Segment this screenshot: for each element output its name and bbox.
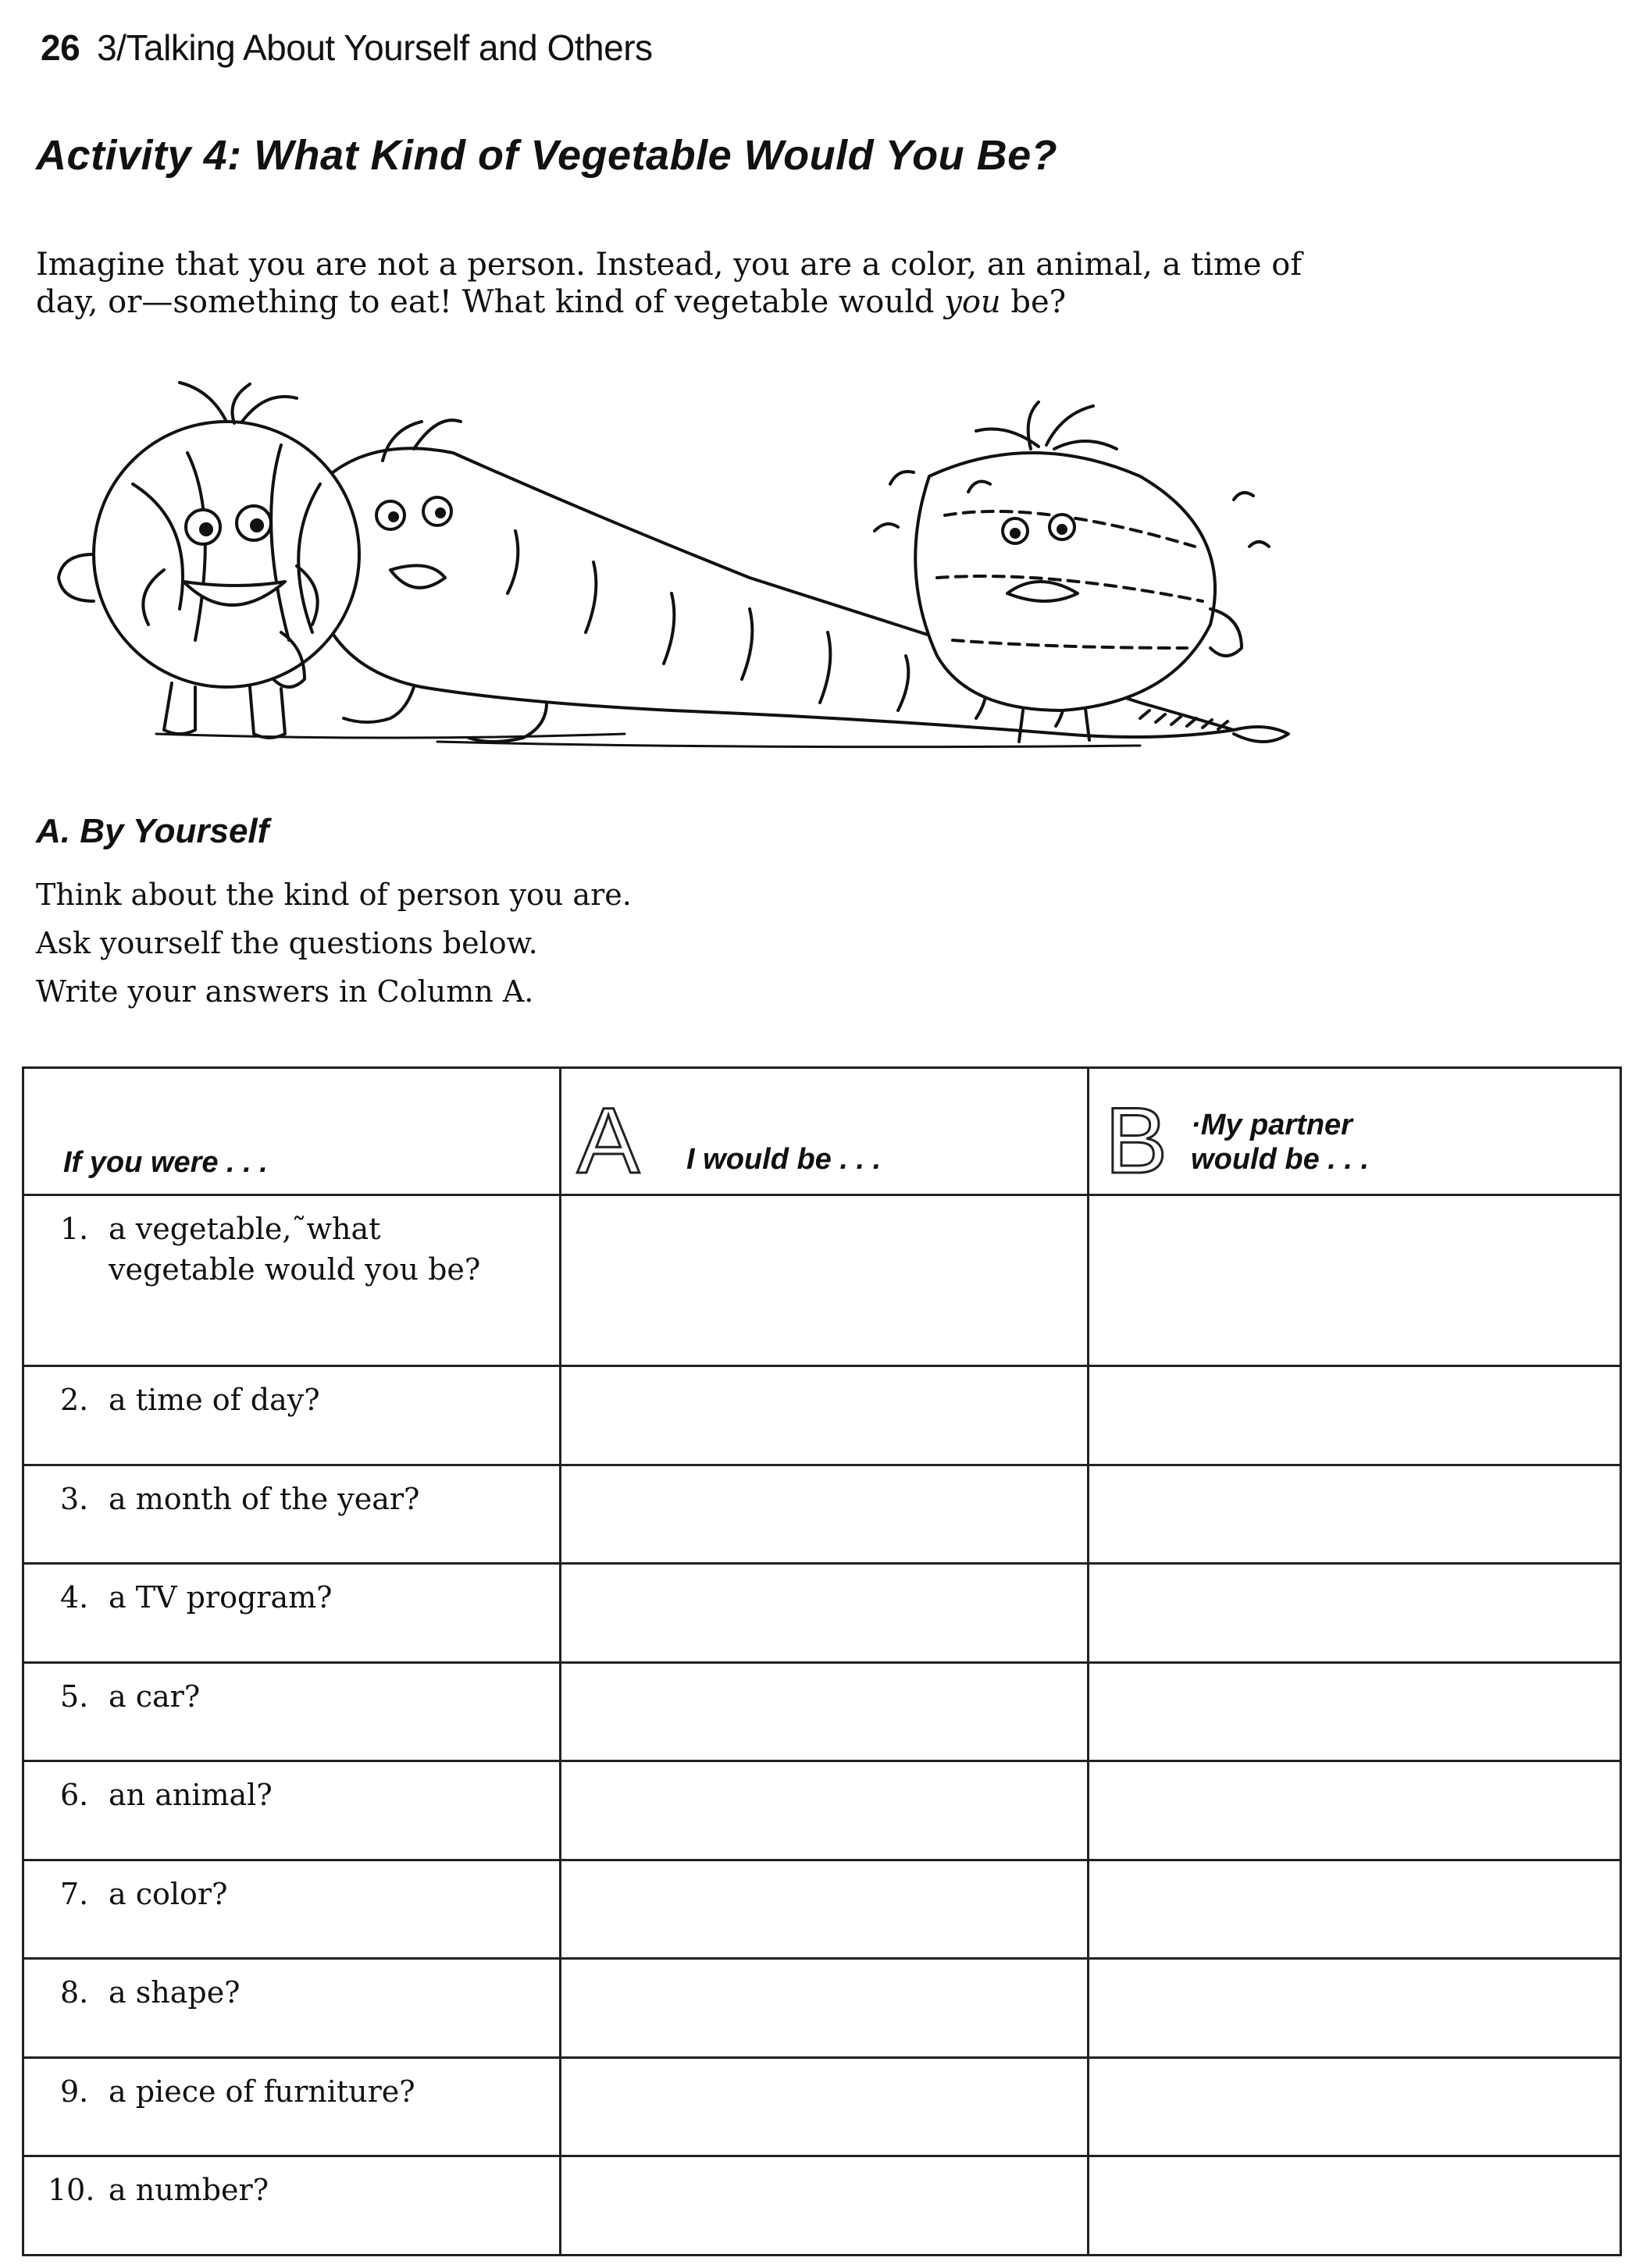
question-text: a piece of furniture? — [109, 2074, 415, 2109]
question-cell — [23, 1465, 561, 1564]
table-row — [23, 1959, 1621, 2058]
question-text: a shape? — [109, 1975, 241, 2010]
answer-cell-a[interactable] — [561, 1662, 1089, 1761]
question-text: a number? — [109, 2173, 269, 2208]
table-row — [23, 1662, 1621, 1761]
chapter-title: 3/Talking About Yourself and Others — [97, 27, 653, 68]
table-row — [23, 1564, 1621, 1663]
question-number: 2. — [60, 1383, 89, 1418]
cartoon-vegetables-icon — [47, 375, 1343, 765]
table-row — [23, 2156, 1621, 2256]
answer-cell-b[interactable] — [1089, 1366, 1621, 1465]
table-row — [23, 1465, 1621, 1564]
answer-cell-b[interactable] — [1089, 2156, 1621, 2256]
column-a-letter: A — [577, 1088, 640, 1193]
answer-cell-a[interactable] — [561, 1564, 1089, 1663]
question-text: a time of day? — [109, 1383, 320, 1418]
answer-cell-a[interactable] — [561, 2057, 1089, 2156]
answer-cell-b[interactable] — [1089, 1564, 1621, 1663]
question-cell — [23, 2057, 561, 2156]
question-number: 5. — [60, 1679, 89, 1714]
question-number: 1. — [60, 1212, 89, 1246]
question-number: 9. — [60, 2074, 89, 2109]
question-number: 8. — [60, 1975, 89, 2010]
instruction-line: Think about the kind of person you are. — [36, 878, 632, 912]
answer-cell-b[interactable] — [1089, 1860, 1621, 1959]
prompt-header-label: If you were . . . — [63, 1146, 268, 1179]
question-number: 6. — [60, 1778, 89, 1813]
prompt-header — [23, 1068, 561, 1195]
answer-cell-a[interactable] — [561, 1195, 1089, 1366]
question-text-cont: vegetable would you be? — [109, 1252, 481, 1287]
answer-cell-b[interactable] — [1089, 1465, 1621, 1564]
column-b-label-line1: ·My partner — [1191, 1109, 1352, 1141]
answer-cell-a[interactable] — [561, 1860, 1089, 1959]
question-text: a color? — [109, 1876, 228, 1911]
instruction-line: Write your answers in Column A. — [36, 974, 534, 1009]
question-cell — [23, 1860, 561, 1959]
question-number: 3. — [60, 1481, 89, 1516]
question-cell — [23, 2156, 561, 2256]
answer-cell-b[interactable] — [1089, 1761, 1621, 1860]
table-row — [23, 1195, 1621, 1366]
page-number: 26 — [41, 27, 80, 68]
answer-cell-a[interactable] — [561, 1761, 1089, 1860]
question-cell — [23, 1959, 561, 2058]
question-cell — [23, 1564, 561, 1663]
column-a-header — [561, 1068, 1089, 1195]
question-cell — [23, 1662, 561, 1761]
answer-cell-a[interactable] — [561, 2156, 1089, 2256]
question-number: 4. — [60, 1580, 89, 1615]
question-text: a month of the year? — [109, 1481, 420, 1516]
question-cell — [23, 1195, 561, 1366]
question-text: an animal? — [109, 1778, 273, 1813]
answer-cell-a[interactable] — [561, 1465, 1089, 1564]
column-b-label — [1191, 1108, 1369, 1180]
answer-cell-b[interactable] — [1089, 1662, 1621, 1761]
instruction-line: Ask yourself the questions below. — [36, 926, 538, 960]
question-number: 10. — [48, 2173, 95, 2208]
cabbage-icon — [59, 383, 359, 738]
intro-paragraph — [36, 246, 1363, 321]
table-row — [23, 1366, 1621, 1465]
table-row — [23, 1761, 1621, 1860]
table-row — [23, 1860, 1621, 1959]
answer-cell-b[interactable] — [1089, 2057, 1621, 2156]
answer-cell-a[interactable] — [561, 1366, 1089, 1465]
column-b-label-line2: would be . . . — [1191, 1143, 1370, 1176]
page-header — [41, 27, 653, 69]
column-b-letter: B — [1105, 1088, 1168, 1193]
answer-table — [22, 1066, 1622, 2256]
intro-text-2: be? — [1000, 284, 1067, 320]
question-cell — [23, 1761, 561, 1860]
section-a-heading: A. By Yourself — [36, 812, 269, 850]
question-text: a vegetable,˜what — [109, 1212, 381, 1246]
column-b-header — [1089, 1068, 1621, 1195]
table-header-row — [23, 1068, 1621, 1195]
intro-text-1: Imagine that you are not a person. Instead, you are a color, an animal, a time of day, or—something to eat! What kind of vegetable would — [36, 247, 1303, 320]
column-a-label: I would be . . . — [686, 1143, 882, 1176]
question-text: a car? — [109, 1679, 201, 1714]
answer-cell-b[interactable] — [1089, 1959, 1621, 2058]
question-cell — [23, 1366, 561, 1465]
question-text: a TV program? — [109, 1580, 333, 1615]
intro-emphasis: you — [944, 284, 1001, 320]
answer-cell-b[interactable] — [1089, 1195, 1621, 1366]
table-row — [23, 2057, 1621, 2156]
question-number: 7. — [60, 1876, 89, 1911]
answer-cell-a[interactable] — [561, 1959, 1089, 2058]
activity-title: Activity 4: What Kind of Vegetable Would You Be? — [36, 132, 1058, 179]
section-a-instructions — [36, 871, 632, 1016]
